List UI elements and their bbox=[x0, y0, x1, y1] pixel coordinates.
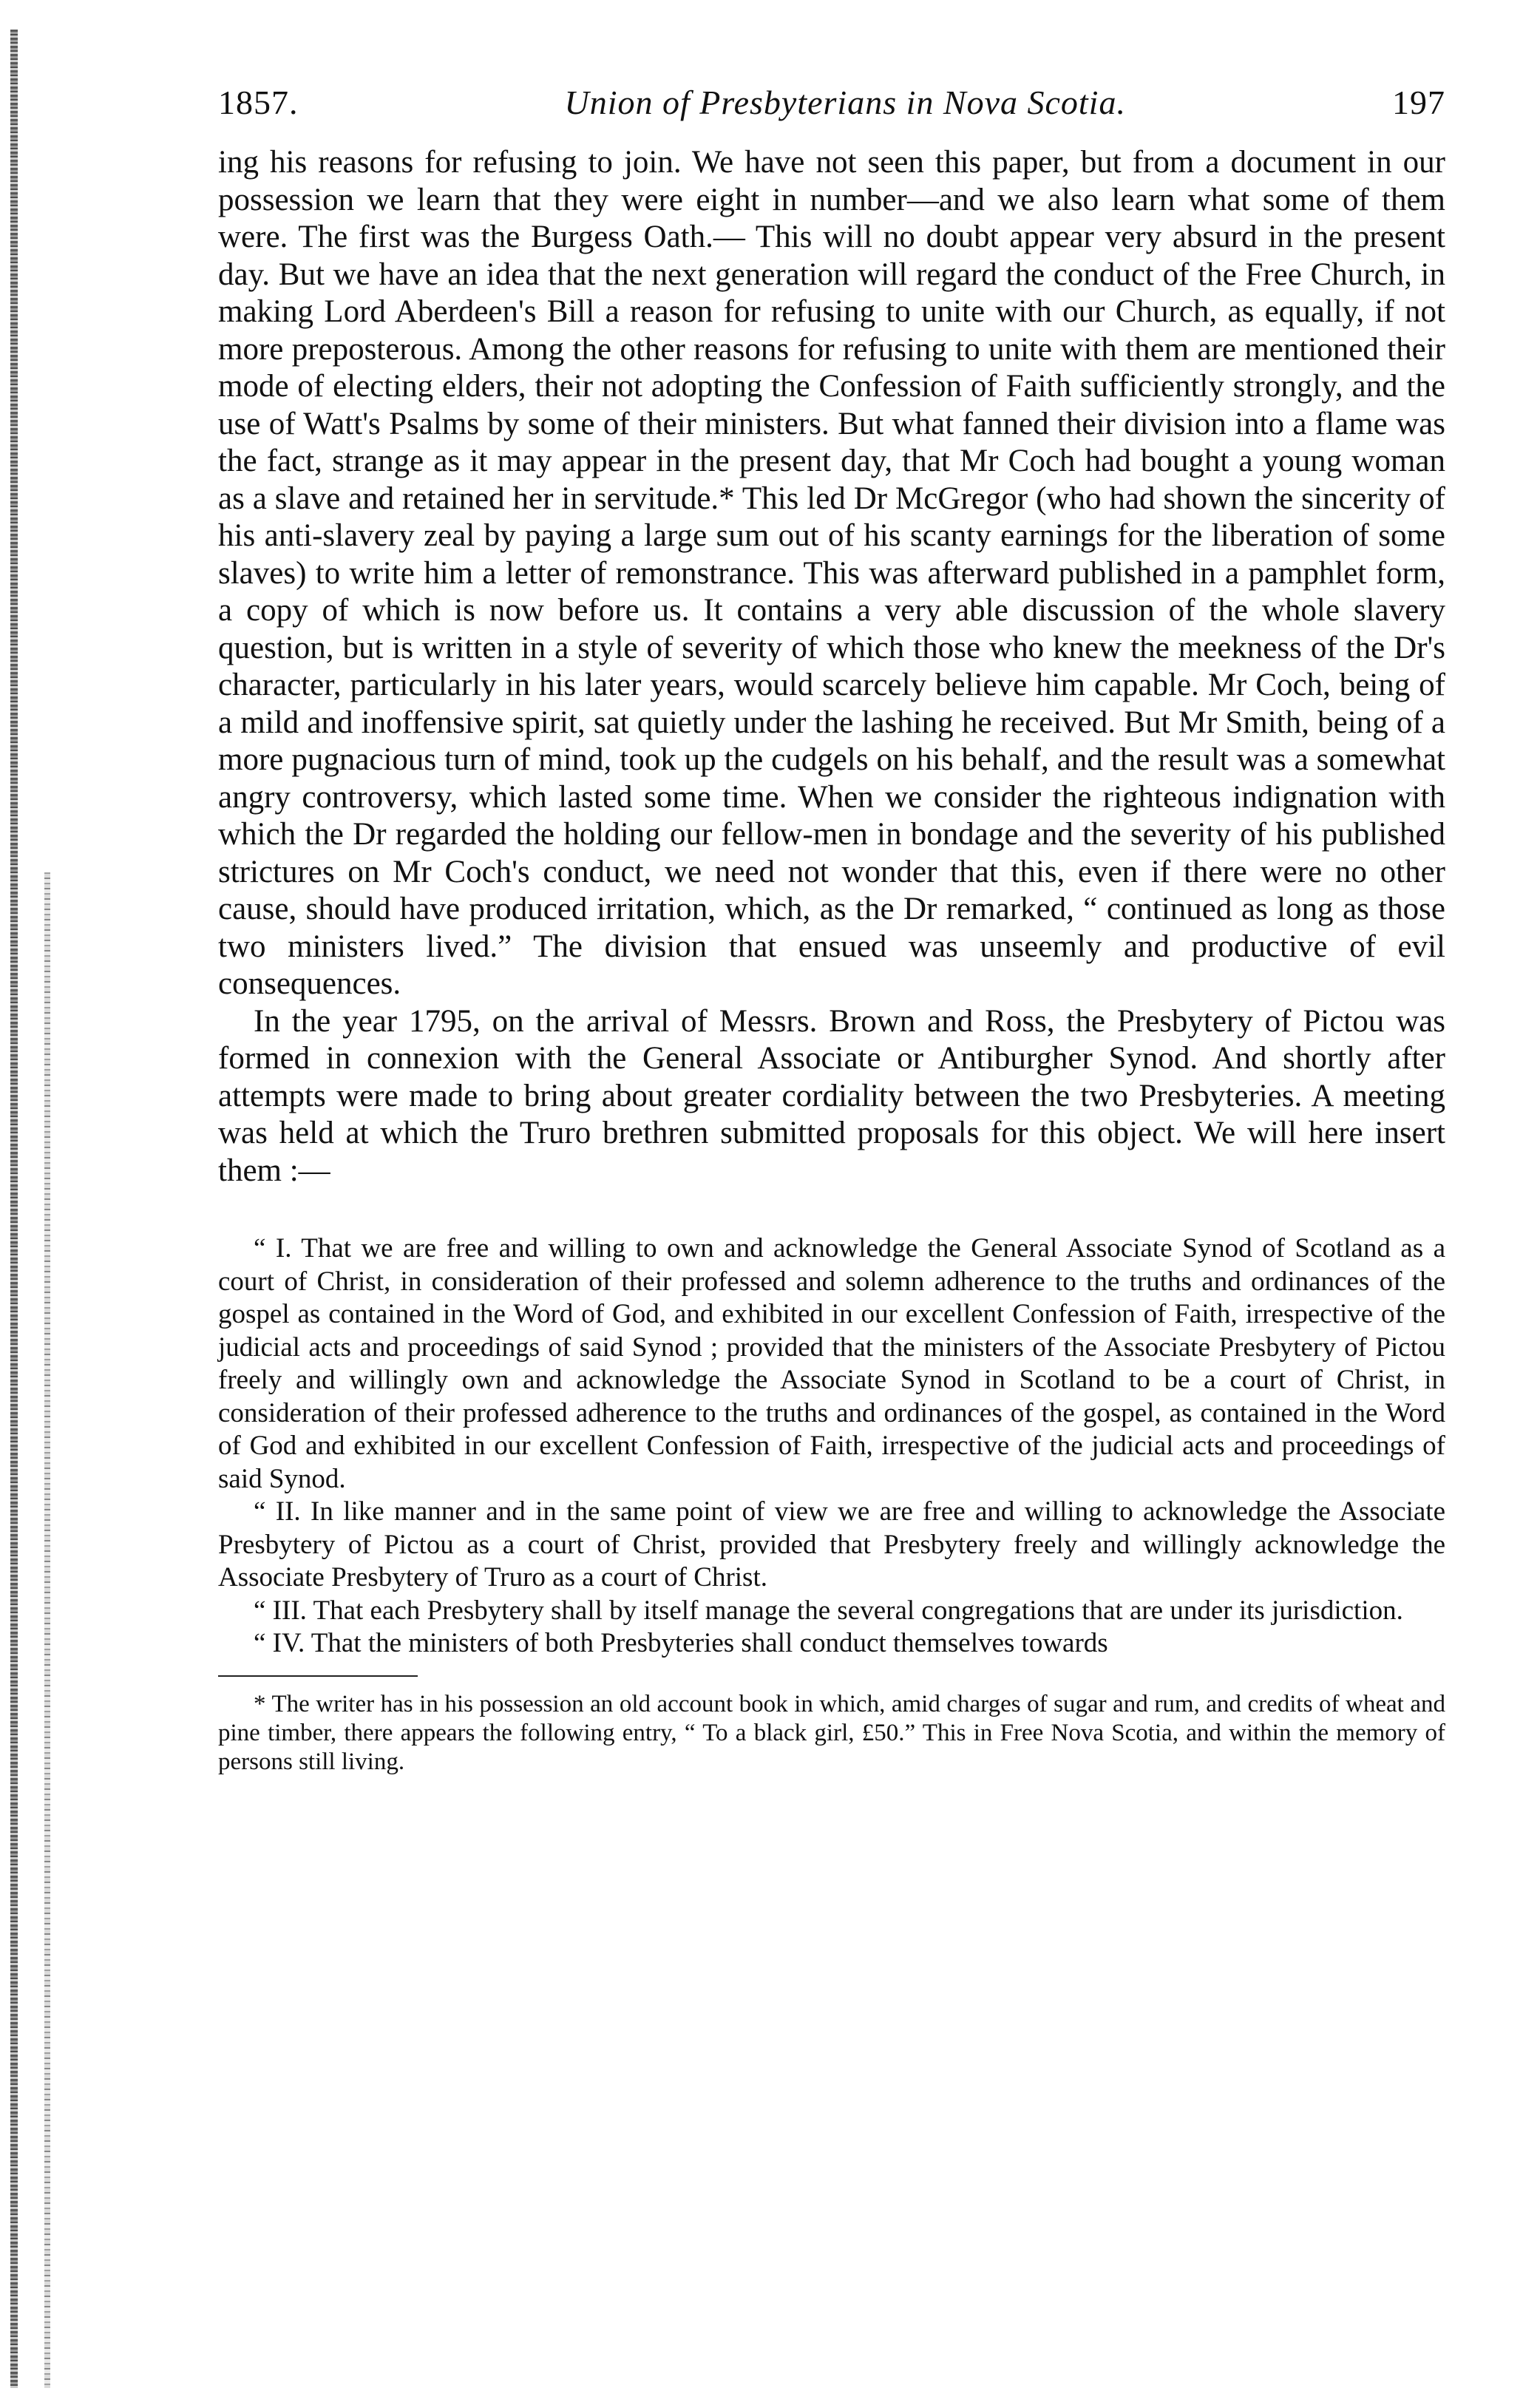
main-text bbox=[218, 144, 1445, 1190]
header-year: 1857. bbox=[218, 84, 299, 121]
paragraph-2: In the year 1795, on the arrival of Messrs. Brown and Ross, the Presbytery of Pictou was formed in connexion with the General Associate or Antiburgher Synod. And shortly after attempts were made to bring about greater cordiality between the two Presbyteries. A meeting was held at which the Truro brethren submitted proposals for this object. We will here insert them :— bbox=[218, 1003, 1445, 1188]
running-head bbox=[218, 83, 1445, 122]
header-title: Union of Presbyterians in Nova Scotia. bbox=[564, 84, 1126, 121]
binding-shadow bbox=[44, 872, 50, 2388]
footnote-text: * The writer has in his possession an old account book in which, amid charges of sugar and rum, and credits of wheat and pine timber, there appears the following entry, “ To a black girl, £50.” This in Free Nova Scotia, and within the memory of persons still living. bbox=[218, 1690, 1445, 1775]
book-page bbox=[218, 83, 1445, 1777]
quoted-proposals bbox=[218, 1232, 1445, 1661]
proposal-1: “ I. That we are free and willing to own and acknowledge the General Associate Synod of Scotland as a court of Christ, in consideration of their professed and solemn adherence to the truths and ordinances of the gospel as contained in the Word of God, and exhibited in our excellent Confession of Faith, irrespective of the judicial acts and proceedings of said Synod ; provided that the ministers of the Associate Presbytery of Pictou freely and willingly own and acknowledge the Associate Synod in Scotland to be a court of Christ, in consideration of their professed adherence to the truths and ordinances of the gospel, as contained in the Word of God and exhibited in our excellent Confession of Faith, irrespective of the judicial acts and proceedings of said Synod. bbox=[218, 1233, 1445, 1494]
paragraph-1: ing his reasons for refusing to join. We have not seen this paper, but from a document in our possession we learn that they were eight in number—and we also learn what some of them were. The first was the Burgess Oath.— This will no doubt appear very absurd in the present day. But we have an idea that the next generation will regard the conduct of the Free Church, in making Lord Aberdeen's Bill a reason for refusing to unite with our Church, as equally, if not more preposterous. Among the other reasons for refusing to unite with them are mentioned their mode of electing elders, their not adopting the Confession of Faith sufficiently strongly, and the use of Watt's Psalms by some of their ministers. But what fanned their division into a flame was the fact, strange as it may appear in the present day, that Mr Coch had bought a young woman as a slave and retained her in servitude.* This led Dr McGregor (who had shown the sincerity of his anti-slavery zeal by paying a large sum out of his scanty earnings for the liberation of some slaves) to write him a letter of remonstrance. This was afterward published in a pamphlet form, a copy of which is now before us. It contains a very able discussion of the whole slavery question, but is written in a style of severity of which those who knew the meekness of the Dr's character, particularly in his later years, would scarcely believe him capable. Mr Coch, being of a mild and inoffensive spirit, sat quietly under the lashing he received. But Mr Smith, being of a more pugnacious turn of mind, took up the cudgels on his behalf, and the result was a somewhat angry controversy, which lasted some time. When we consider the righteous indignation with which the Dr regarded the holding our fellow-men in bondage and the severity of his published strictures on Mr Coch's conduct, we need not wonder that this, even if there were no other cause, should have produced irritation, which, as the Dr remarked, “ continued as long as those two ministers lived.” The division that ensued was unseemly and productive of evil consequences. bbox=[218, 145, 1445, 1001]
footnote bbox=[218, 1690, 1445, 1777]
proposal-3: “ III. That each Presbytery shall by itself manage the several congregations that are under its jurisdiction. bbox=[254, 1595, 1403, 1626]
proposal-4: “ IV. That the ministers of both Presbyteries shall conduct themselves towards bbox=[254, 1628, 1108, 1658]
binding-edge bbox=[10, 30, 18, 2388]
page-number: 197 bbox=[1391, 84, 1445, 121]
proposal-2: “ II. In like manner and in the same point of view we are free and willing to acknowledge the Associate Presbytery of Pictou as a court of Christ, provided that Presbytery freely and willingly acknowledge the Associate Presbytery of Truro as a court of Christ. bbox=[218, 1496, 1445, 1592]
footnote-rule bbox=[218, 1675, 418, 1677]
